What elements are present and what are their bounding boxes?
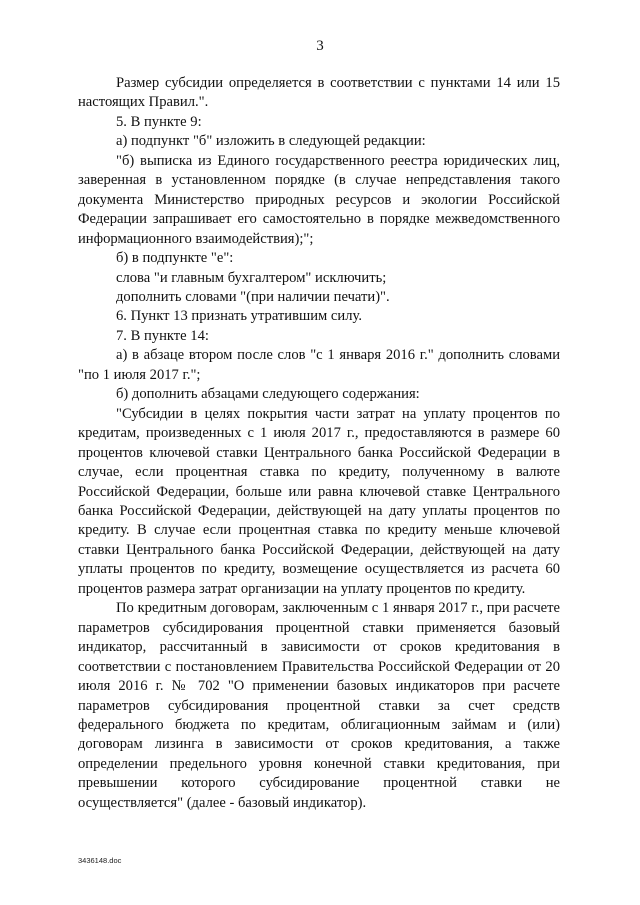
paragraph-subsidy-size: Размер субсидии определяется в соответствии с пунктами 14 или 15 настоящих Правил.". [78, 75, 560, 111]
document-body [78, 74, 560, 813]
page-number: 3 [316, 38, 324, 54]
paragraph-credit-agreements: По кредитным договорам, заключенным с 1 января 2017 г., при расчете параметров субсидирования процентной ставки применяется базовый индикатор, рассчитанный в зависимости от сроков кредитования в соответствии с постановлением Правительства Российской Федерации от 20 июля 2016 г. № 702 "О применении базовых индикаторов при расчете параметров субсидирования процентной ставки за счет средств федерального бюджета по кредитам, облигационным займам и (или) договорам лизинга в зависимости от сроков кредитования, а также определении предельного уровня конечной ставки кредитования, при превышении которого субсидирование процентной ставки не осуществляется" (далее - базовый индикатор). [78, 600, 560, 811]
paragraph-item-5: 5. В пункте 9: [116, 113, 202, 130]
paragraph-item-5b-words: слова "и главным бухгалтером" исключить; [116, 269, 387, 286]
paragraph-item-5a: а) подпункт "б" изложить в следующей редакции: [116, 133, 426, 150]
paragraph-item-6: 6. Пункт 13 признать утратившим силу. [116, 308, 362, 325]
paragraph-item-7: 7. В пункте 14: [116, 327, 209, 344]
paragraph-item-5a-text: "б) выписка из Единого государственного реестра юридических лиц, заверенная в установленном порядке (в случае непредставления такого документа Министерство природных ресурсов и экологии Российской Федерации запрашивает его самостоятельно в порядке межведомственного информационного взаимодействия);"; [78, 152, 560, 247]
footer-filename: 3436148.doc [78, 856, 122, 865]
paragraph-item-7b: б) дополнить абзацами следующего содержания: [116, 386, 420, 403]
paragraph-item-5b-add: дополнить словами "(при наличии печати)". [116, 288, 390, 305]
paragraph-item-5b: б) в подпункте "е": [116, 250, 234, 267]
paragraph-subsidies-text: "Субсидии в целях покрытия части затрат на уплату процентов по кредитам, произведенных с 1 июля 2017 г., предоставляются в размере 60 процентов ключевой ставки Центрального банка Российской Федерации в случае, если процентная ставка по кредиту, полученному в валюте Российской Федерации, больше или равна ключевой ставке Центрального банка Российской Федерации, действующей на дату уплаты процентов по кредиту. В случае если процентная ставка по кредиту меньше ключевой ставки Центрального банка Российской Федерации, действующей на дату уплаты процентов по кредиту, возмещение осуществляется из расчета 60 процентов размера затрат организации на уплату процентов по кредиту. [78, 405, 560, 597]
paragraph-item-7a: а) в абзаце втором после слов "с 1 января 2016 г." дополнить словами "по 1 июля 2017 г."; [78, 347, 560, 383]
